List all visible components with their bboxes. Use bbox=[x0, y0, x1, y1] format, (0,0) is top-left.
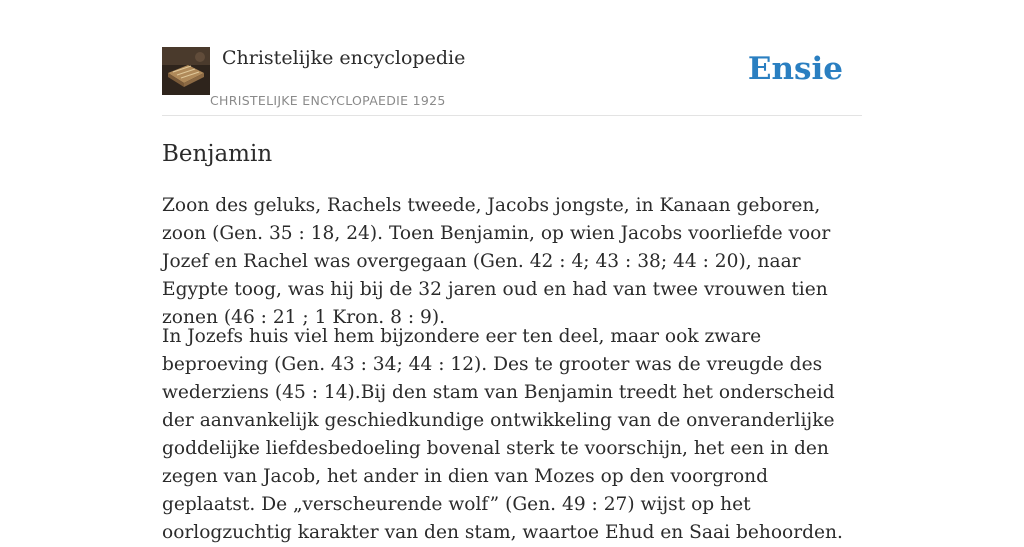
source-title[interactable]: Christelijke encyclopedie bbox=[222, 47, 466, 69]
source-subtitle[interactable]: CHRISTELIJKE ENCYCLOPAEDIE 1925 bbox=[210, 93, 446, 108]
article-title: Benjamin bbox=[162, 141, 273, 167]
article-paragraph: In Jozefs huis viel hem bijzondere eer ten deel, maar ook zware beproeving (Gen. 43 : 34; 44 : 12). Des te grooter was de vreugde des wederziens (45 : 14).Bij den stam van Benjamin treedt het onderscheid der aanvankelijk geschiedkundige ontwikkeling van de onveranderlijke goddelijke liefdesbedoeling bovenal sterk te voorschijn, het een in den zegen van Jacob, het ander in dien van Mozes op den voorgrond geplaatst. De „verscheurende wolf” (Gen. 49 : 27) wijst op het oorlogzuchtig karakter van den stam, waartoe Ehud en Saai behoorden. bbox=[162, 326, 843, 543]
article-paragraph: Zoon des geluks, Rachels tweede, Jacobs jongste, in Kanaan geboren, zoon (Gen. 35 : 18, 24). Toen Benjamin, op wien Jacobs voorliefde voor Jozef en Rachel was overgegaan (Gen. 42 : 4; 43 : 38; 44 : 20), naar Egypte toog, was hij bij de 32 jaren oud en had van twee vrouwen tien zonen (46 : 21 ; 1 Kron. 8 : 9). bbox=[162, 195, 831, 328]
book-icon[interactable] bbox=[162, 47, 210, 95]
site-header bbox=[162, 0, 862, 116]
content-container bbox=[162, 0, 862, 543]
brand-logo-link[interactable]: Ensie bbox=[747, 51, 843, 87]
